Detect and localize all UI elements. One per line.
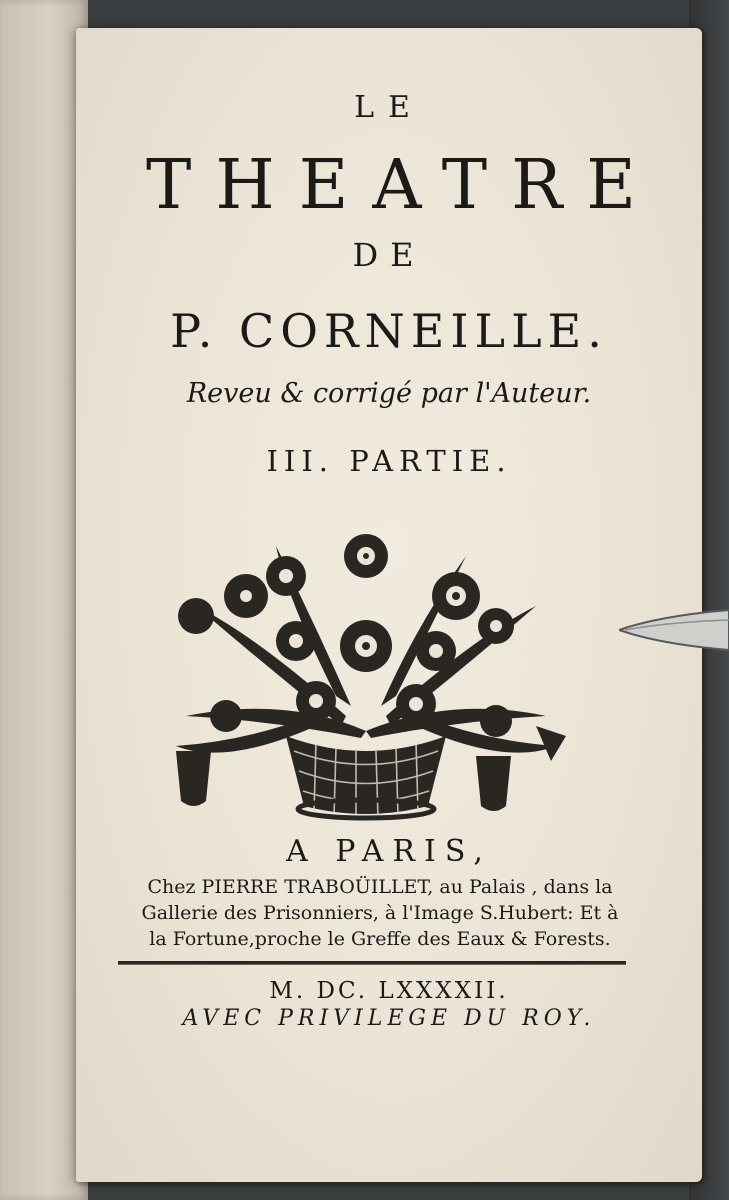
title-line-theatre: THEATRE bbox=[146, 146, 660, 225]
imprint-line-1: Chez PIERRE TRABOÜILLET, au Palais , dans la bbox=[147, 876, 613, 898]
flower-basket-icon bbox=[166, 516, 566, 826]
divider-rule bbox=[118, 961, 626, 965]
imprint-line-2: Gallerie des Prisonniers, à l'Image S.Hubert: Et à bbox=[141, 902, 619, 924]
royal-privilege: AVEC PRIVILEGE DU ROY. bbox=[182, 1006, 596, 1031]
page-pointer-tool bbox=[619, 600, 729, 660]
title-line-de: DE bbox=[352, 236, 426, 274]
revised-note: Reveu & corrigé par l'Auteur. bbox=[186, 378, 592, 409]
author-name: P. CORNEILLE. bbox=[170, 304, 608, 358]
left-page-edges bbox=[0, 0, 88, 1200]
part-number: III. PARTIE. bbox=[266, 444, 512, 478]
imprint-city: A PARIS, bbox=[286, 834, 492, 869]
title-page bbox=[76, 28, 702, 1182]
publication-year: M. DC. LXXXXII. bbox=[269, 978, 509, 1004]
title-line-le: LE bbox=[354, 90, 424, 125]
imprint-line-3: la Fortune,proche le Greffe des Eaux & Forests. bbox=[149, 928, 611, 950]
